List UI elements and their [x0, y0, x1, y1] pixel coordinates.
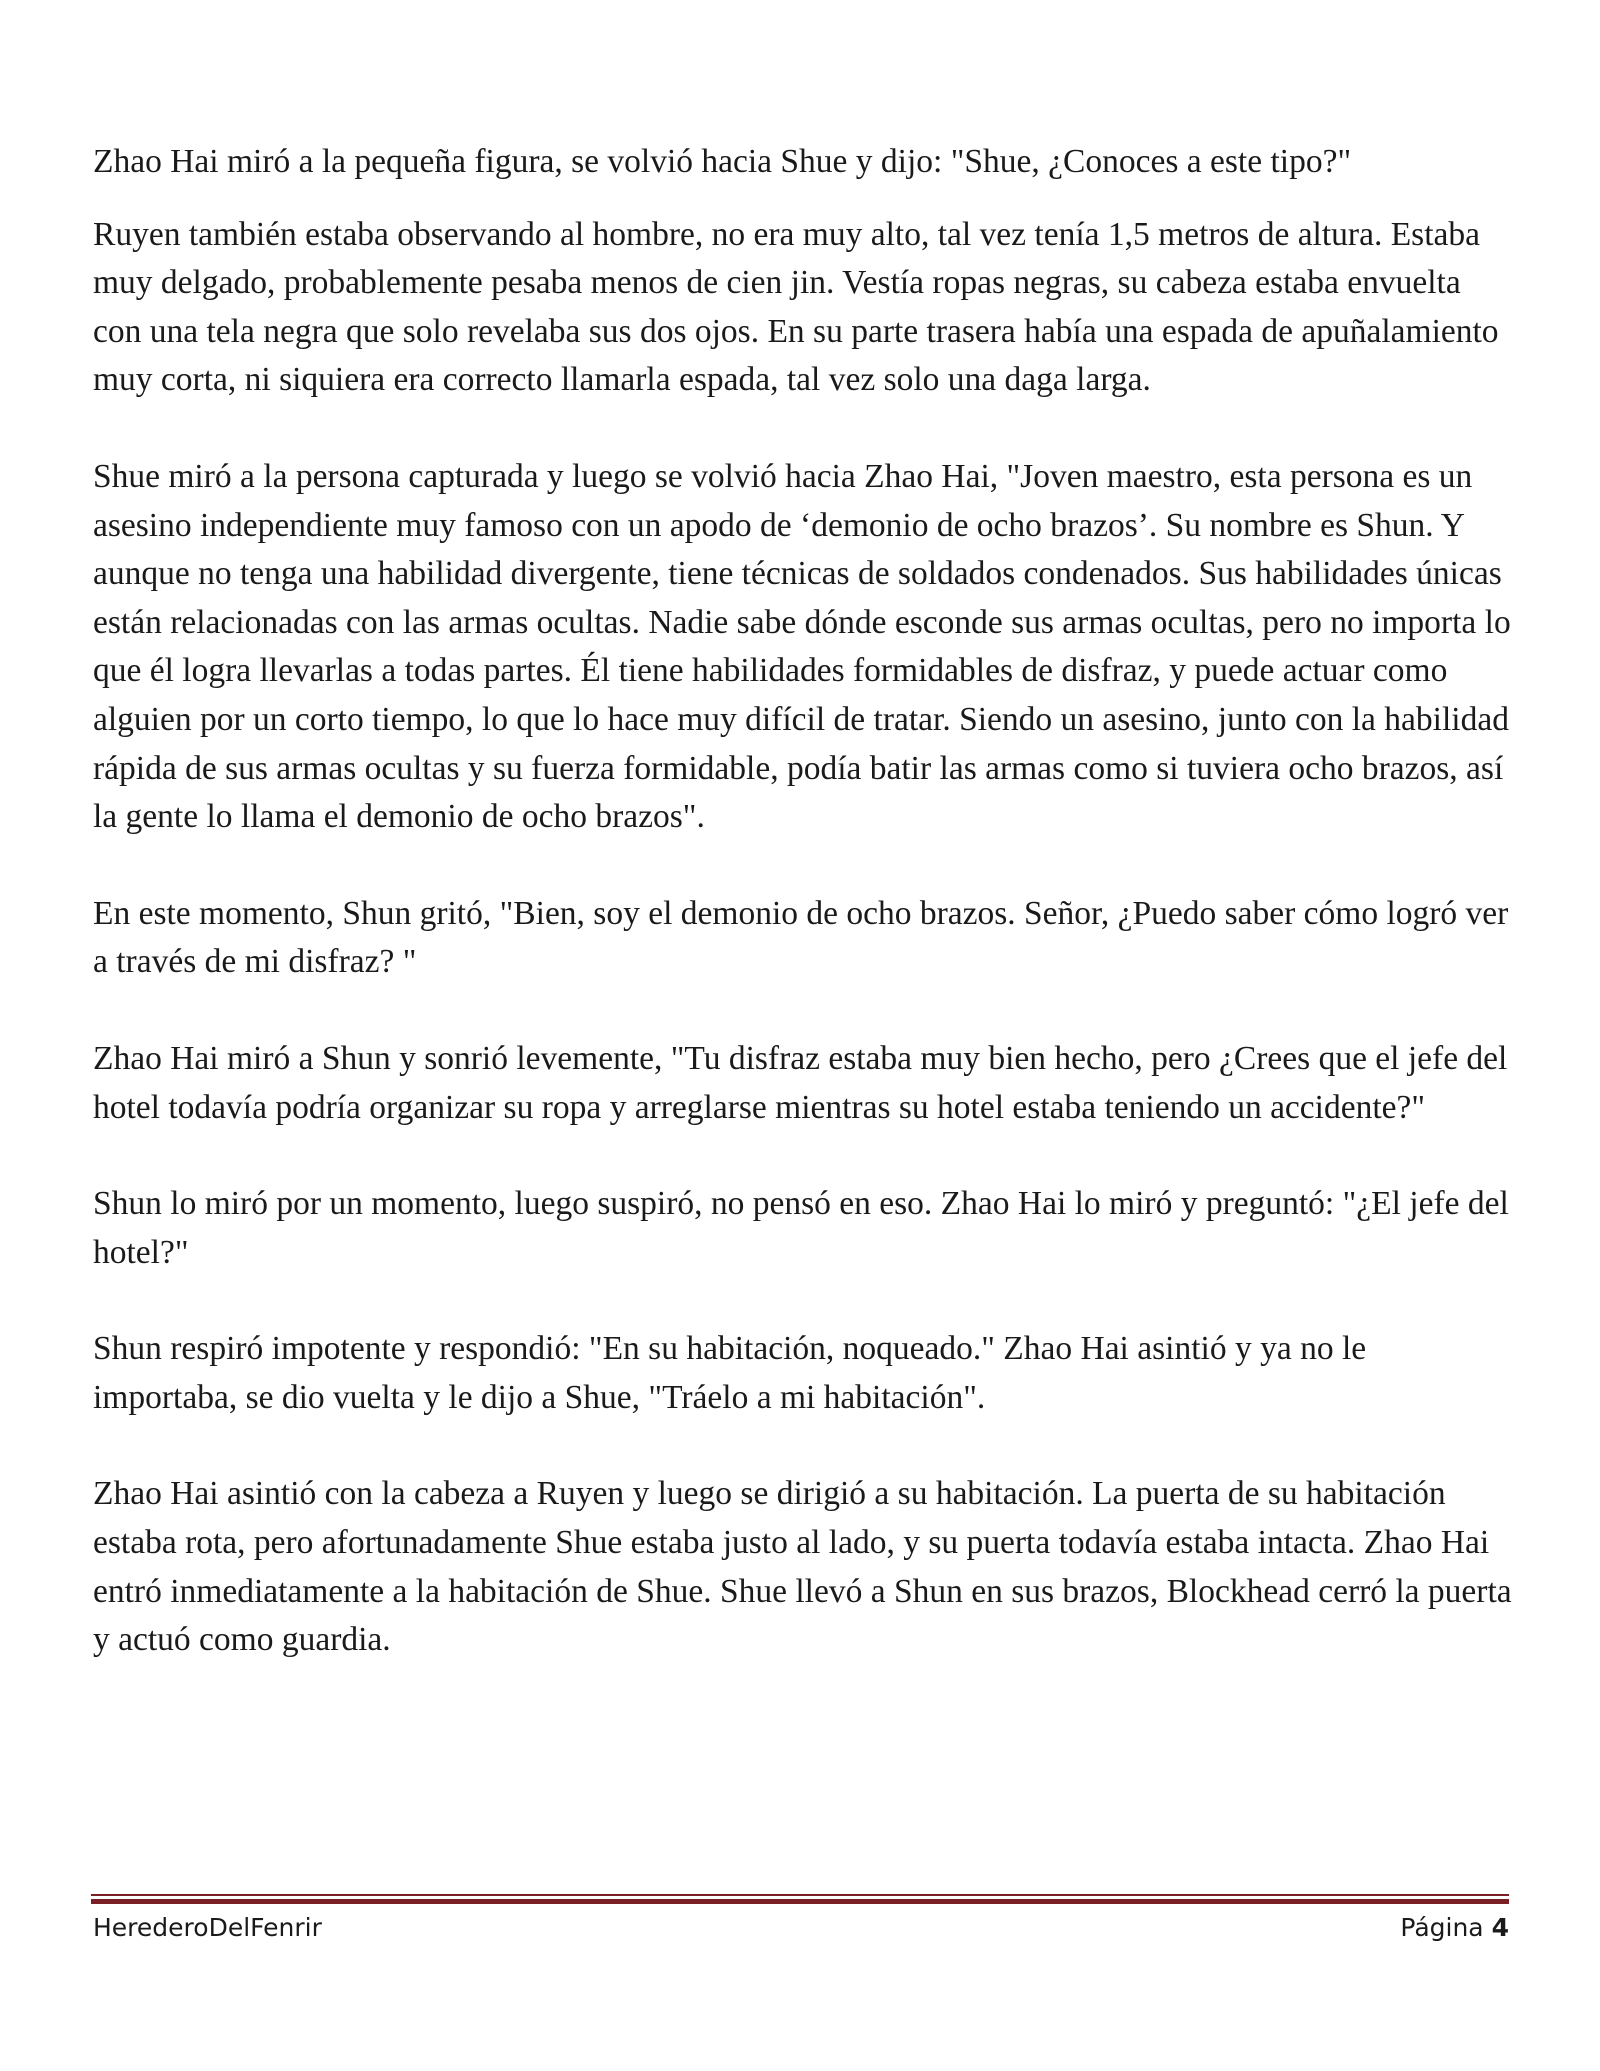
paragraph: Zhao Hai asintió con la cabeza a Ruyen y luego se dirigió a su habitación. La puerta de su habitación estaba rota, pero afortunadamente Shue estaba justo al lado, y su puerta todavía estaba intacta. Zhao Hai entró inmediatamente a la habitación de Shue. Shue llevó a Shun en sus brazos, Blockhead cerró la puerta y actuó como guardia.	[93, 1475, 1512, 1659]
paragraph: Shue miró a la persona capturada y luego se volvió hacia Zhao Hai, "Joven maestro, esta persona es un asesino independiente muy famoso con un apodo de ‘demonio de ocho brazos’. Su nombre es Shun. Y aunque no tenga una habilidad divergente, tiene técnicas de soldados condenados. Sus habilidades únicas están relacionadas con las armas ocultas. Nadie sabe dónde esconde sus armas ocultas, pero no importa lo que él logra llevarlas a todas partes. Él tiene habilidades formidables de disfraz, y puede actuar como alguien por un corto tiempo, lo que lo hace muy difícil de tratar. Siendo un asesino, junto con la habilidad rápida de sus armas ocultas y su fuerza formidable, podía batir las armas como si tuviera ocho brazos, así la gente lo llama el demonio de ocho brazos".	[93, 457, 1511, 836]
paragraph: Zhao Hai miró a Shun y sonrió levemente, "Tu disfraz estaba muy bien hecho, pero ¿Crees que el jefe del hotel todavía podría organizar su ropa y arreglarse mientras su hotel estaba teniendo un accidente?"	[93, 1039, 1508, 1126]
paragraph: Ruyen también estaba observando al hombre, no era muy alto, tal vez tenía 1,5 metros de altura. Estaba muy delgado, probablemente pesaba menos de cien jin. Vestía ropas negras, su cabeza estaba envuelta con una tela negra que solo revelaba sus dos ojos. En su parte trasera había una espada de apuñalamiento muy corta, ni siquiera era correcto llamarla espada, tal vez solo una daga larga.	[93, 215, 1499, 399]
footer-page-label: Página	[1400, 1913, 1484, 1942]
document-body	[93, 138, 1513, 1665]
footer-author: HerederoDelFenrir	[93, 1913, 322, 1942]
footer-divider-thick-line	[91, 1899, 1509, 1904]
paragraph: En este momento, Shun gritó, "Bien, soy el demonio de ocho brazos. Señor, ¿Puedo saber cómo logró ver a través de mi disfraz? "	[93, 894, 1509, 981]
page-footer	[93, 1913, 1509, 1947]
footer-page-number: 4	[1491, 1913, 1509, 1942]
footer-page-indicator	[1400, 1913, 1509, 1942]
paragraph: Zhao Hai miró a la pequeña figura, se volvió hacia Shue y dijo: "Shue, ¿Conoces a este tipo?"	[93, 143, 1352, 180]
paragraph: Shun lo miró por un momento, luego suspiró, no pensó en eso. Zhao Hai lo miró y preguntó: "¿El jefe del hotel?"	[93, 1185, 1509, 1271]
paragraph: Shun respiró impotente y respondió: "En su habitación, noqueado." Zhao Hai asintió y ya no le importaba, se dio vuelta y le dijo a Shue, "Tráelo a mi habitación".	[93, 1330, 1367, 1416]
footer-divider-thin-line	[91, 1894, 1509, 1896]
